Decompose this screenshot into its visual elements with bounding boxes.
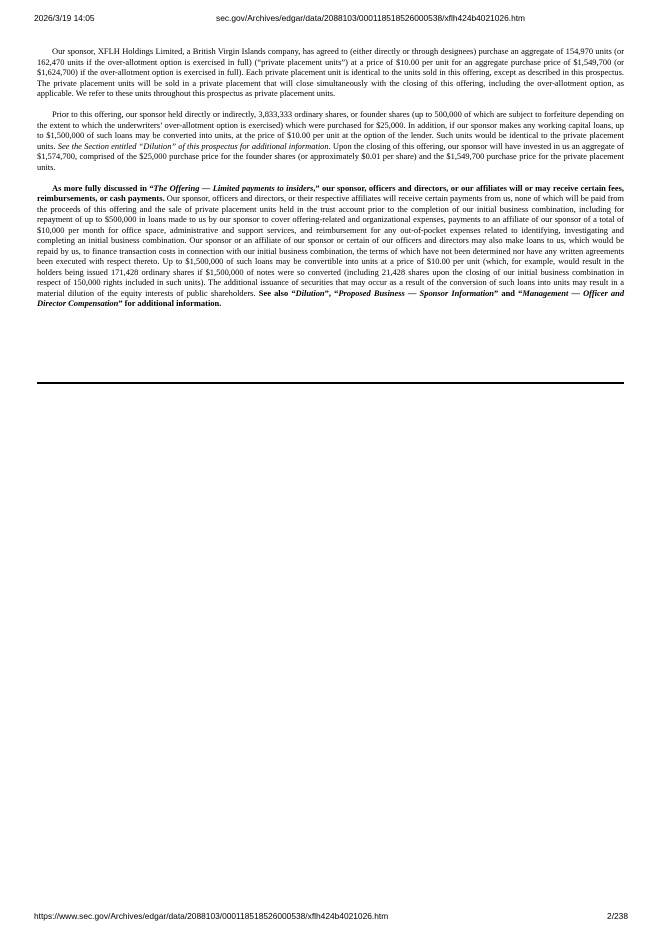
paragraph-text: Prior to this offering, our sponsor held directly or indirectly, 3,833,333 ordinary shares, or founder shares (up to 500,000 of which are subject to forfeiture depending on the extent to which the underwriters’ over-allotment option is exercised) which were purchased for $25,000. In addition, if our sponsor makes any working capital loans, up to $1,500,000 of such loans may be converted into units, at the price of $10.00 per unit at the option of the lender. Such units would be identical to the private placement units. [37,109,624,151]
paragraph-private-placement [37,46,624,99]
print-datetime: 2026/3/19 14:05 [34,13,95,23]
dilution-reference: Dilution [295,287,325,298]
see-also-text: See also “ [258,287,296,298]
sponsor-info-reference: Proposed Business — Sponsor Information [338,287,494,298]
page-break-rule [37,382,624,384]
prospectus-body [37,46,624,319]
compensation-reference: Management — Officer and Director Compensation [37,287,625,309]
offering-reference: The Offering — Limited payments to insiders [153,182,314,193]
see-also-text: ” for additional information. [118,298,222,309]
browser-print-footer [0,911,662,923]
browser-print-header [0,13,662,25]
bold-lead-text: ,” our sponsor, officers and directors, or our affiliates will or may receive certain fees, reimbursements, or cash payments. [37,182,624,204]
paragraph-text: Our sponsor, XFLH Holdings Limited, a British Virgin Islands company, has agreed to (either directly or through designees) purchase an aggregate of 154,970 units (or 162,470 units if the over-allotment option is exercised in full) (“private placement units”) at a price of $10.00 per unit for an aggregate purchase price of $1,549,700 (or $1,624,700) if the over-allotment option is exercised in full). Each private placement unit is identical to the units sold in this offering, except as described in this prospectus. The private placement units will be sold in a private placement that will close simultaneously with the closing of this offering, including the over-allotment option, as applicable. We refer to these units throughout this prospectus as private placement units. [37,46,624,99]
see-also-text: ” and “ [494,287,523,298]
print-header-url: sec.gov/Archives/edgar/data/2088103/000118518526000538/xflh424b4021026.htm [216,13,526,23]
page-number: 2/238 [607,911,628,921]
dilution-cross-reference: See the Section entitled “Dilution” of this prospectus for additional information. [57,140,331,151]
see-also-text: ”, “ [324,287,339,298]
bold-lead-text: As more fully discussed in “ [52,182,154,193]
paragraph-text: Our sponsor, officers and directors, or their respective affiliates will receive certain payments from us, none of which will be paid from the proceeds of this offering and the sale of private placement units held in the trust account prior to the completion of our initial business combination, including for repayment of up to $500,000 in loans made to us by our sponsor to cover offering-related and organizational expenses, payments to an affiliate of our sponsor of a total of $10,000 per month for office space, administrative and support services, and reimbursement for any out-of-pocket expenses related to identifying, investigating and completing an initial business combination. Our sponsor or an affiliate of our sponsor or certain of our officers and directors may also make loans to us, which would be repaid by us, to finance transaction costs in connection with our initial business combination, the terms of which have not been determined nor have any written agreements been executed with respect thereto. Up to $1,500,000 of such loans may be convertible into units at a price of $10.00 per unit (which, for example, would result in the holders being issued 171,428 ordinary shares if $1,500,000 of notes were so converted (including 21,428 shares upon the closing of our initial business combination in respect of 150,000 rights included in such units). The additional issuance of securities that may occur as a result of the conversion of such loans into units may result in a material dilution of the equity interests of public shareholders. [37,193,624,298]
paragraph-insider-payments [37,183,624,309]
print-footer-url: https://www.sec.gov/Archives/edgar/data/2088103/000118518526000538/xflh424b4021026.htm [34,911,389,921]
paragraph-text: Upon the closing of this offering, our sponsor will have invested in us an aggregate of $1,574,700, comprised of the $25,000 purchase price for the founder shares (or approximately $0.01 per share) and the $1,549,700 purchase price for the private placement units. [37,140,624,172]
paragraph-founder-shares [37,109,624,172]
